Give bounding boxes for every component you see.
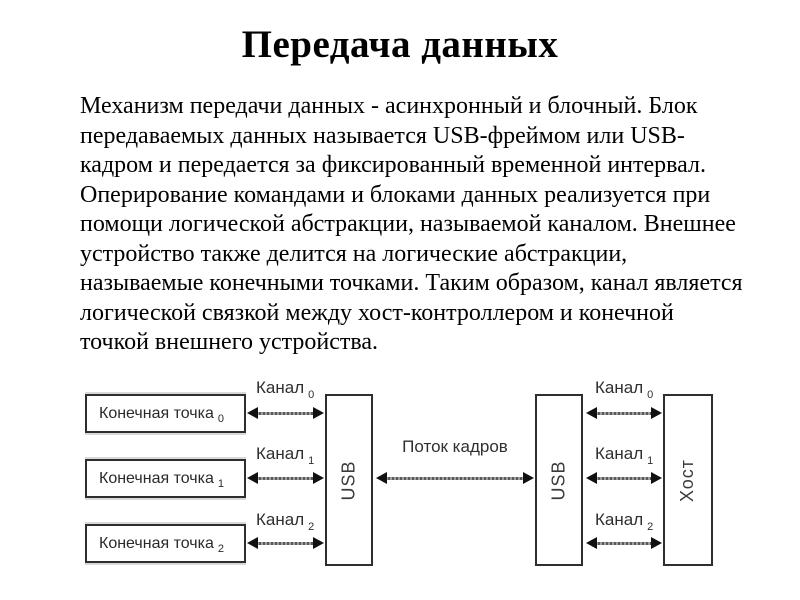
endpoint-subscript: 1	[217, 477, 225, 490]
arrowhead-left-icon	[247, 472, 258, 484]
channel-label-text: Канал	[256, 378, 305, 397]
arrowhead-left-icon	[376, 472, 387, 484]
channel-subscript: 0	[308, 389, 315, 401]
endpoint-label: Конечная точка	[99, 469, 214, 487]
body-line: называемые конечными точками. Таким образом, канал является	[80, 270, 743, 296]
endpoint-label: Конечная точка	[99, 404, 214, 422]
channel-subscript: 2	[308, 521, 315, 533]
endpoint-subscript: 2	[217, 542, 225, 555]
arrow-line	[594, 542, 654, 545]
usb-host-side-label: USB	[548, 459, 569, 501]
host-label: Хост	[677, 458, 698, 502]
arrowhead-left-icon	[247, 537, 258, 549]
arrow-line	[255, 477, 316, 480]
arrowhead-left-icon	[586, 472, 597, 484]
body-line: Оперирование командами и блоками данных реализуется при	[80, 181, 711, 208]
channel-subscript: 2	[647, 521, 654, 533]
usb-device-label: USB	[338, 459, 359, 501]
arrow-line	[255, 542, 316, 545]
channel-label-right-1	[595, 444, 654, 467]
channel-subscript: 1	[308, 455, 315, 467]
endpoint-subscript: 0	[217, 412, 225, 425]
body-line: передаваемых данных называется USB-фреймом или USB-	[80, 122, 685, 149]
arrowhead-left-icon	[586, 407, 597, 419]
body-line: точкой внешнего устройства.	[80, 329, 379, 355]
endpoint-box-0	[85, 394, 246, 433]
body-line: Механизм передачи данных - асинхронный и блочный. Блок	[80, 93, 698, 119]
arrow-line	[594, 477, 654, 480]
endpoint-box-1	[85, 459, 246, 498]
channel-subscript: 0	[647, 389, 654, 401]
arrowhead-right-icon	[651, 407, 662, 419]
frame-stream-label: Поток кадров	[402, 437, 508, 456]
endpoint-box-2	[85, 524, 246, 563]
channel-label-text: Канал	[256, 510, 305, 529]
body-line: логической связкой между хост-контроллером и конечной	[80, 299, 674, 326]
channel-label-text: Канал	[595, 444, 644, 463]
arrowhead-left-icon	[247, 407, 258, 419]
channel-label-left-0	[256, 378, 315, 401]
arrow-line	[594, 412, 654, 415]
channel-label-right-0	[595, 378, 654, 401]
host-box	[663, 394, 713, 566]
usb-device-box	[325, 394, 373, 566]
body-line: помощи логической абстракции, называемой каналом. Внешнее	[80, 211, 736, 237]
channel-arrow-left-1	[247, 472, 324, 484]
arrow-line	[384, 477, 526, 480]
slide-title: Передача данных	[241, 23, 559, 66]
channel-label-text: Канал	[595, 510, 644, 529]
channel-subscript: 1	[647, 455, 654, 467]
channel-arrow-left-0	[247, 407, 324, 419]
channel-arrow-right-2	[586, 537, 662, 549]
arrowhead-right-icon	[313, 537, 324, 549]
channel-arrow-left-2	[247, 537, 324, 549]
usb-host-side-box	[535, 394, 583, 566]
channel-arrow-right-0	[586, 407, 662, 419]
arrowhead-right-icon	[651, 537, 662, 549]
channel-label-text: Канал	[595, 378, 644, 397]
channel-label-text: Канал	[256, 444, 305, 463]
arrowhead-right-icon	[523, 472, 534, 484]
arrow-line	[255, 412, 316, 415]
arrowhead-right-icon	[313, 472, 324, 484]
channel-label-right-2	[595, 510, 654, 533]
endpoint-label: Конечная точка	[99, 534, 214, 552]
channel-label-left-2	[256, 510, 315, 533]
body-line: кадром и передается за фиксированный временной интервал.	[80, 152, 707, 178]
arrowhead-left-icon	[586, 537, 597, 549]
frame-stream-arrow	[376, 472, 534, 484]
arrowhead-right-icon	[651, 472, 662, 484]
channel-arrow-right-1	[586, 472, 662, 484]
body-line: устройство также делится на логические абстракции,	[80, 240, 628, 267]
arrowhead-right-icon	[313, 407, 324, 419]
channel-label-left-1	[256, 444, 315, 467]
